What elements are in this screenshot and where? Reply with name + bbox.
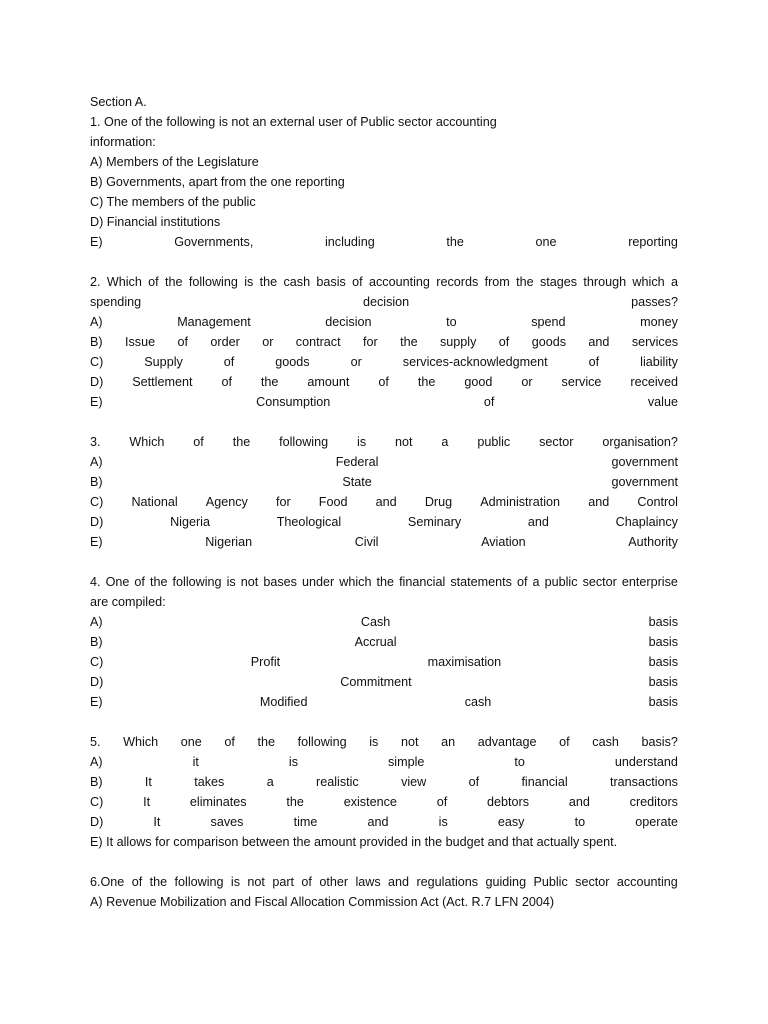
question-block	[90, 872, 678, 912]
word: understand	[614, 755, 678, 769]
word: Seminary	[407, 515, 462, 529]
word: of	[224, 735, 235, 749]
word: the	[516, 275, 534, 289]
word: a	[266, 775, 274, 789]
word: or	[521, 375, 533, 389]
word: Aviation	[481, 535, 526, 549]
word: to	[514, 755, 525, 769]
word: of	[193, 435, 204, 449]
answer-option	[90, 372, 678, 392]
word: records	[436, 275, 479, 289]
word: amount	[307, 375, 350, 389]
word: public	[544, 575, 578, 589]
word: Modified	[259, 695, 308, 709]
word: basis?	[641, 735, 678, 749]
word: Issue	[124, 335, 156, 349]
word: sector	[575, 875, 610, 889]
question-gap	[90, 552, 678, 572]
word: spend	[531, 315, 566, 329]
word: A)	[90, 315, 103, 329]
word: the	[165, 275, 183, 289]
question-gap	[90, 412, 678, 432]
word: D)	[90, 515, 104, 529]
word: basis	[648, 695, 678, 709]
word: of	[148, 275, 159, 289]
question-stem	[90, 872, 678, 892]
word: bases	[263, 575, 297, 589]
word: Management	[177, 315, 251, 329]
word: of	[468, 775, 480, 789]
word: and	[527, 515, 549, 529]
word: Control	[637, 495, 678, 509]
word: B)	[90, 335, 103, 349]
word: Nigerian	[205, 535, 253, 549]
word: one	[535, 235, 557, 249]
word: basis	[648, 615, 678, 629]
word: for	[275, 495, 291, 509]
word: Authority	[628, 535, 678, 549]
answer-option	[90, 812, 678, 832]
word: takes	[194, 775, 225, 789]
question-block	[90, 272, 678, 412]
word: Nigeria	[170, 515, 210, 529]
word: B)	[90, 635, 103, 649]
word: or	[262, 335, 274, 349]
word: financial	[521, 775, 568, 789]
word: decision	[362, 295, 410, 309]
answer-option	[90, 532, 678, 552]
word: It	[143, 795, 151, 809]
word: E)	[90, 395, 103, 409]
word: E)	[90, 535, 103, 549]
word: not	[395, 435, 413, 449]
word: the	[286, 795, 304, 809]
word: sector	[582, 575, 617, 589]
word: liability	[640, 355, 678, 369]
word: accounting	[369, 275, 430, 289]
answer-option	[90, 652, 678, 672]
word: organisation?	[602, 435, 678, 449]
word: guiding	[485, 875, 527, 889]
word: saves	[210, 815, 244, 829]
word: State	[342, 475, 372, 489]
word: not	[240, 575, 259, 589]
word: money	[640, 315, 678, 329]
answer-option	[90, 612, 678, 632]
word: Commitment	[340, 675, 412, 689]
word: simple	[388, 755, 425, 769]
word: transactions	[609, 775, 678, 789]
answer-option: E) It allows for comparison between the amount provided in the budget and that actually spent.	[90, 835, 618, 849]
word: of	[559, 735, 570, 749]
word: service	[561, 375, 602, 389]
word: of	[516, 575, 528, 589]
answer-option	[90, 352, 678, 372]
word: following	[297, 735, 347, 749]
word: following	[188, 275, 238, 289]
word: through	[583, 275, 627, 289]
word: the	[417, 375, 436, 389]
word: Administration	[480, 495, 561, 509]
answer-option: A) Members of the Legislature	[90, 155, 259, 169]
word: part	[272, 875, 295, 889]
word: public	[477, 435, 511, 449]
section-title: Section A.	[90, 95, 147, 109]
word: good	[464, 375, 493, 389]
word: Agency	[205, 495, 248, 509]
word: maximisation	[427, 655, 502, 669]
word: debtors	[487, 795, 530, 809]
word: is	[369, 735, 379, 749]
word: goods	[275, 355, 310, 369]
word: of	[352, 275, 363, 289]
word: A)	[90, 755, 103, 769]
answer-option	[90, 632, 678, 652]
word: D)	[90, 815, 104, 829]
word: the	[259, 275, 278, 289]
word: realistic	[316, 775, 359, 789]
word: goods	[531, 335, 567, 349]
word: and	[367, 815, 389, 829]
word: Governments,	[174, 235, 254, 249]
answer-option	[90, 672, 678, 692]
word: E)	[90, 695, 103, 709]
word: Cash	[360, 615, 391, 629]
answer-option	[90, 312, 678, 332]
word: for	[362, 335, 378, 349]
word: the	[232, 435, 251, 449]
word: Profit	[250, 655, 281, 669]
word: and	[568, 795, 590, 809]
word: It	[144, 775, 152, 789]
question-stem	[90, 272, 678, 292]
word: government	[611, 455, 678, 469]
word: enterprise	[621, 575, 678, 589]
word: basis	[648, 635, 678, 649]
word: supply	[439, 335, 477, 349]
question-stem	[90, 432, 678, 452]
word: view	[401, 775, 427, 789]
word: or	[350, 355, 362, 369]
word: one	[180, 735, 202, 749]
answer-option	[90, 392, 678, 412]
word: the	[376, 575, 395, 589]
word: 4.	[90, 575, 101, 589]
answer-option	[90, 472, 678, 492]
word: of	[223, 355, 235, 369]
answer-option: A) Revenue Mobilization and Fiscal Allocation Commission Act (Act. R.7 LFN 2004)	[90, 895, 555, 909]
word: cash	[592, 735, 619, 749]
word: Public	[533, 875, 568, 889]
word: of	[221, 375, 232, 389]
word: 2.	[90, 275, 101, 289]
word: the	[260, 375, 279, 389]
word: value	[647, 395, 678, 409]
question-gap	[90, 252, 678, 272]
word: order	[210, 335, 240, 349]
word: B)	[90, 775, 103, 789]
word: is	[244, 275, 254, 289]
word: 5.	[90, 735, 101, 749]
word: of	[177, 335, 188, 349]
word: time	[293, 815, 318, 829]
word: the	[149, 575, 168, 589]
word: Food	[318, 495, 348, 509]
word: basis	[316, 275, 346, 289]
question-stem	[90, 572, 678, 592]
word: and	[588, 495, 610, 509]
word: of	[134, 575, 145, 589]
word: regulations	[416, 875, 479, 889]
word: C)	[90, 655, 104, 669]
word: following	[172, 575, 222, 589]
word: received	[630, 375, 678, 389]
answer-option: C) The members of the public	[90, 195, 256, 209]
word: under	[301, 575, 335, 589]
word: is	[438, 815, 448, 829]
word: C)	[90, 795, 104, 809]
word: It	[153, 815, 161, 829]
word: stages	[539, 275, 578, 289]
word: B)	[90, 475, 103, 489]
exam-content	[90, 92, 678, 912]
question-stem: information:	[90, 135, 156, 149]
word: reporting	[628, 235, 678, 249]
word: a	[670, 275, 678, 289]
word: A)	[90, 615, 103, 629]
word: a	[441, 435, 449, 449]
answer-option	[90, 792, 678, 812]
word: D)	[90, 375, 104, 389]
word: is	[230, 875, 241, 889]
answer-option: B) Governments, apart from the one reporting	[90, 175, 345, 189]
question-block	[90, 732, 678, 852]
word: and	[388, 875, 410, 889]
word: of	[498, 335, 510, 349]
word: eliminates	[189, 795, 247, 809]
word: National	[131, 495, 178, 509]
word: and	[375, 495, 397, 509]
word: government	[611, 475, 678, 489]
word: 3.	[90, 435, 101, 449]
word: Theological	[276, 515, 342, 529]
answer-option	[90, 772, 678, 792]
word: of	[301, 875, 312, 889]
word: of	[483, 395, 495, 409]
word: Supply	[144, 355, 183, 369]
word: cash	[464, 695, 492, 709]
word: it	[192, 755, 199, 769]
word: contract	[295, 335, 341, 349]
word: of	[378, 375, 389, 389]
word: is	[288, 755, 298, 769]
word: and	[588, 335, 610, 349]
question-stem	[90, 732, 678, 752]
word: passes?	[631, 295, 678, 309]
word: basis	[648, 675, 678, 689]
word: which	[632, 275, 665, 289]
word: including	[325, 235, 375, 249]
word: other	[319, 875, 349, 889]
question-stem	[90, 292, 678, 312]
word: C)	[90, 495, 104, 509]
word: financial	[399, 575, 446, 589]
word: Accrual	[354, 635, 397, 649]
answer-option	[90, 512, 678, 532]
word: basis	[648, 655, 678, 669]
word: not	[400, 735, 419, 749]
word: of	[588, 355, 600, 369]
word: Consumption	[256, 395, 331, 409]
answer-option	[90, 692, 678, 712]
word: creditors	[629, 795, 678, 809]
question-block	[90, 432, 678, 552]
word: not	[247, 875, 265, 889]
word: is	[226, 575, 236, 589]
word: 6.One	[90, 875, 125, 889]
answer-option	[90, 492, 678, 512]
word: Which	[106, 275, 142, 289]
word: the	[257, 735, 275, 749]
word: of	[436, 795, 448, 809]
word: decision	[325, 315, 372, 329]
word: the	[446, 235, 464, 249]
word: cash	[283, 275, 311, 289]
word: statements	[450, 575, 512, 589]
word: accounting	[616, 875, 678, 889]
word: D)	[90, 675, 104, 689]
word: an	[441, 735, 456, 749]
word: to	[446, 315, 457, 329]
question-gap	[90, 712, 678, 732]
word: the	[400, 335, 418, 349]
word: services	[631, 335, 678, 349]
word: sector	[539, 435, 574, 449]
word: spending	[90, 295, 142, 309]
word: to	[574, 815, 586, 829]
word: from	[484, 275, 510, 289]
word: One	[105, 575, 130, 589]
question-stem: 1. One of the following is not an external user of Public sector accounting	[90, 115, 497, 129]
word: E)	[90, 235, 103, 249]
word: Which	[129, 435, 165, 449]
word: of	[131, 875, 143, 889]
word: is	[357, 435, 367, 449]
question-stem: are compiled:	[90, 595, 166, 609]
answer-option: D) Financial institutions	[90, 215, 221, 229]
word: operate	[635, 815, 678, 829]
word: Which	[123, 735, 159, 749]
word: Drug	[424, 495, 453, 509]
word: Civil	[354, 535, 379, 549]
answer-option	[90, 452, 678, 472]
question-block	[90, 572, 678, 712]
question-block	[90, 112, 678, 252]
word: laws	[355, 875, 381, 889]
word: advantage	[477, 735, 537, 749]
answer-option	[90, 752, 678, 772]
answer-option	[90, 232, 678, 252]
word: following	[279, 435, 329, 449]
word: following	[174, 875, 224, 889]
word: easy	[497, 815, 525, 829]
question-gap	[90, 852, 678, 872]
word: which	[339, 575, 372, 589]
word: services-acknowledgment	[402, 355, 548, 369]
word: C)	[90, 355, 104, 369]
word: Chaplaincy	[615, 515, 678, 529]
word: Federal	[335, 455, 379, 469]
word: a	[532, 575, 540, 589]
word: Settlement	[132, 375, 193, 389]
word: existence	[343, 795, 397, 809]
word: the	[149, 875, 168, 889]
answer-option	[90, 332, 678, 352]
word: A)	[90, 455, 103, 469]
